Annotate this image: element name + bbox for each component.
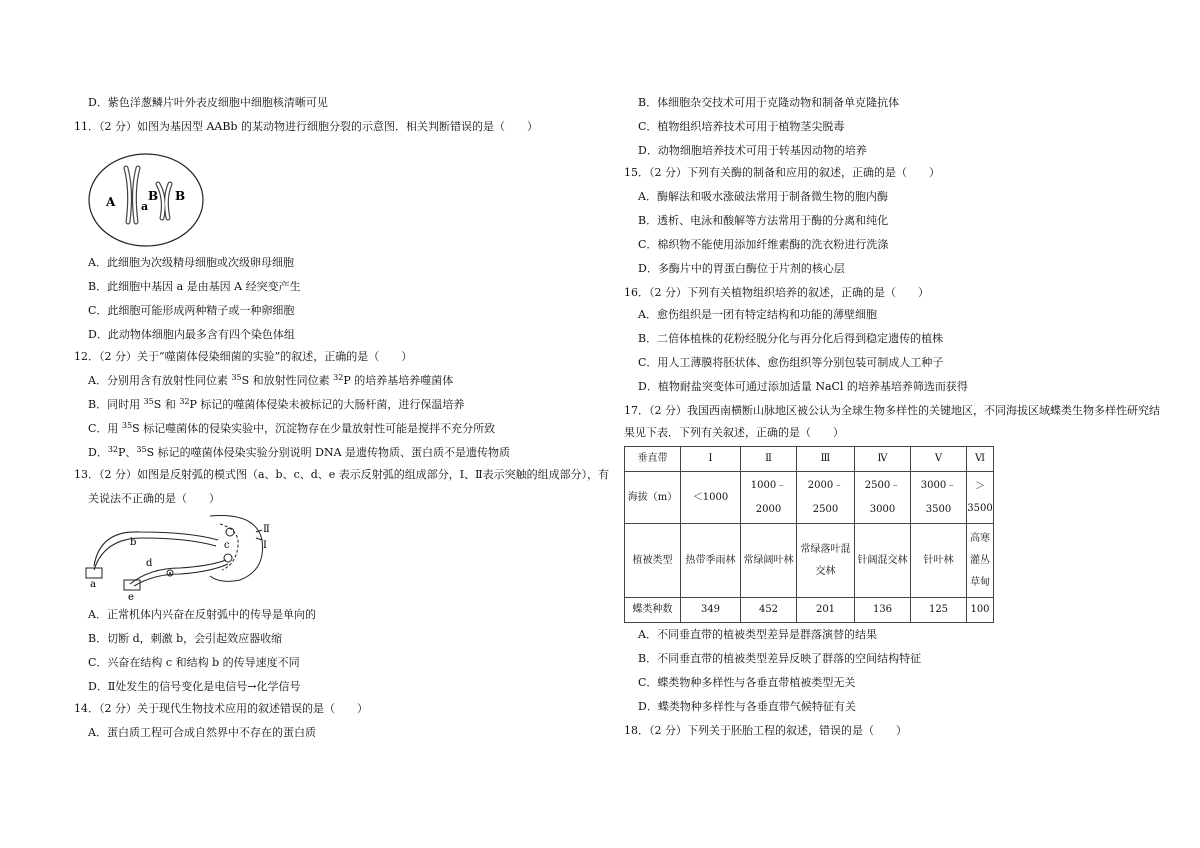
q12-d-text1: D． [88,446,108,459]
table-cell: 2000﹣2500 [797,472,855,524]
q13-label-e: e [128,592,134,602]
table-cell: Ⅰ [681,447,741,472]
table-cell: 100 [967,598,994,623]
q12-d-sup2: 35 [136,445,147,454]
q12-option-b [88,398,464,412]
table-cell: 1000﹣2000 [741,472,797,524]
table-cell: 2500﹣3000 [855,472,911,524]
q16-option-a: A．愈伤组织是一团有特定结构和功能的薄壁细胞 [638,308,877,321]
table-cell: 常绿阔叶林 [741,524,797,598]
table-cell: 136 [855,598,911,623]
q13-option-d: D．Ⅱ处发生的信号变化是电信号→化学信号 [88,680,301,693]
q13-label-II: Ⅱ [263,524,270,535]
q11-label-B-left: B [148,189,159,203]
table-cell: Ⅵ [967,447,994,472]
q17-stem-line1: 17．（2 分）我国西南横断山脉地区被公认为全球生物多样性的关键地区，不同海拔区域蝶类生物多样性研究结 [624,404,1160,417]
q11-option-a: A．此细胞为次级精母细胞或次级卵母细胞 [88,256,294,269]
q13-label-a: a [90,579,96,590]
q11-label-B-right: B [175,189,186,203]
q15-option-d: D．多酶片中的胃蛋白酶位于片剂的核心层 [638,262,845,275]
q18-stem: 18．（2 分）下列关于胚胎工程的叙述，错误的是（ ） [624,724,907,737]
q12-c-sup1: 35 [121,421,133,430]
q12-c-text2: S 标记噬菌体的侵染实验中，沉淀物存在少量放射性可能是搅拌不充分所致 [132,422,496,435]
q13-stem-line1: 13．（2 分）如图是反射弧的模式图（a、b、c、d、e 表示反射弧的组成部分，Ⅰ、Ⅱ表示突触的组成部分），有 [74,468,610,481]
table-row-altitude [625,472,994,524]
q14-option-b: B．体细胞杂交技术可用于克隆动物和制备单克隆抗体 [638,96,900,109]
q13-stem-line2: 关说法不正确的是（ ） [88,492,220,505]
q17-option-d: D．蝶类物种多样性与各垂直带气候特征有关 [638,700,856,713]
q15-option-a: A．酶解法和吸水涨破法常用于制备微生物的胞内酶 [638,190,888,203]
q12-option-a [88,374,453,388]
table-cell: 针阔混交林 [855,524,911,598]
table-cell: Ⅴ [911,447,967,472]
q11-label-A: A [106,195,116,209]
table-row-header [625,447,994,472]
table-cell: Ⅲ [797,447,855,472]
q16-option-c: C．用人工薄膜将胚状体、愈伤组织等分别包装可制成人工种子 [638,356,944,369]
q12-a-sup1: 35 [231,373,242,382]
q12-b-sup1: 35 [143,397,154,406]
q13-option-c: C．兴奋在结构 c 和结构 b 的传导速度不同 [88,656,300,669]
table-cell: 201 [797,598,855,623]
q17-butterfly-table [624,446,994,623]
table-cell: 349 [681,598,741,623]
q13-label-b: b [130,537,137,548]
table-cell: 3000﹣3500 [911,472,967,524]
q17-stem-line2: 果见下表．下列有关叙述，正确的是（ ） [624,426,844,439]
table-row-vegetation [625,524,994,598]
q12-option-d [88,446,510,460]
table-row-species [625,598,994,623]
q13-reflex-arc-figure [80,510,280,602]
table-cell: 热带季雨林 [681,524,741,598]
table-cell: Ⅳ [855,447,911,472]
q14-option-a: A．蛋白质工程可合成自然界中不存在的蛋白质 [88,726,316,739]
q14-stem: 14．（2 分）关于现代生物技术应用的叙述错误的是（ ） [74,702,368,715]
q10-option-d: D．紫色洋葱鳞片叶外表皮细胞中细胞核清晰可见 [88,96,328,109]
table-cell: ＜1000 [681,472,741,524]
q12-a-text2: S 和放射性同位素 [241,374,334,387]
q12-d-text3: S 标记的噬菌体侵染实验分别说明 DNA 是遗传物质、蛋白质不是遗传物质 [146,446,511,459]
q16-option-b: B．二倍体植株的花粉经脱分化与再分化后得到稳定遗传的植株 [638,332,944,345]
table-cell: Ⅱ [741,447,797,472]
table-cell: 125 [911,598,967,623]
q12-a-sup2: 32 [333,373,344,382]
q13-label-d: d [146,558,153,569]
table-cell: 针叶林 [911,524,967,598]
q13-option-b: B．切断 d，刺激 b，会引起效应器收缩 [88,632,283,645]
q12-b-text3: P 标记的噬菌体侵染未被标记的大肠杆菌，进行保温培养 [189,398,465,411]
q12-a-text1: A．分别用含有放射性同位素 [88,374,232,387]
q11-option-b: B．此细胞中基因 a 是由基因 A 经突变产生 [88,280,301,293]
q12-d-sup1: 32 [107,445,119,454]
q15-option-c: C．棉织物不能使用添加纤维素酶的洗衣粉进行洗涤 [638,238,889,251]
q15-option-b: B．透析、电泳和酸解等方法常用于酶的分离和纯化 [638,214,889,227]
q15-stem: 15．（2 分）下列有关酶的制备和应用的叙述，正确的是（ ） [624,166,940,179]
q11-stem: 11．（2 分）如图为基因型 AABb 的某动物进行细胞分裂的示意图．相关判断错误的是（ ） [74,120,538,133]
q12-c-text1: C．用 [88,422,122,435]
q17-option-c: C．蝶类物种多样性与各垂直带植被类型无关 [638,676,856,689]
table-cell: 高寒灌丛草甸 [967,524,994,598]
table-cell: ＞3500 [967,472,994,524]
q12-option-c [88,422,495,436]
q11-label-a: a [141,200,149,213]
q12-b-text2: S 和 [153,398,180,411]
q13-label-c: c [224,540,230,551]
table-cell: 垂直带 [625,447,681,472]
q11-cell-division-figure [86,150,206,250]
q12-stem: 12．（2 分）关于“噬菌体侵染细菌的实验”的叙述，正确的是（ ） [74,350,413,363]
table-cell: 常绿落叶混交林 [797,524,855,598]
q13-label-I: Ⅰ [263,540,267,551]
q12-a-text3: P 的培养基培养噬菌体 [343,374,454,387]
q11-option-d: D．此动物体细胞内最多含有四个染色体组 [88,328,295,341]
q13-option-a: A．正常机体内兴奋在反射弧中的传导是单向的 [88,608,316,621]
q14-option-c: C．植物组织培养技术可用于植物茎尖脱毒 [638,120,845,133]
q14-option-d: D．动物细胞培养技术可用于转基因动物的培养 [638,144,867,157]
q16-option-d: D．植物耐盐突变体可通过添加适量 NaCl 的培养基培养筛选而获得 [638,380,968,393]
table-cell: 蝶类种数 [625,598,681,623]
table-cell: 海拔（m） [625,472,681,524]
q17-option-a: A．不同垂直带的植被类型差异是群落演替的结果 [638,628,877,641]
q16-stem: 16．（2 分）下列有关植物组织培养的叙述，正确的是（ ） [624,286,929,299]
q12-b-text1: B．同时用 [88,398,144,411]
table-cell: 植被类型 [625,524,681,598]
table-cell: 452 [741,598,797,623]
q17-option-b: B．不同垂直带的植被类型差异反映了群落的空间结构特征 [638,652,922,665]
q11-option-c: C．此细胞可能形成两种精子或一种卵细胞 [88,304,295,317]
q12-b-sup2: 32 [179,397,190,406]
q12-d-text2: P、 [118,446,137,459]
